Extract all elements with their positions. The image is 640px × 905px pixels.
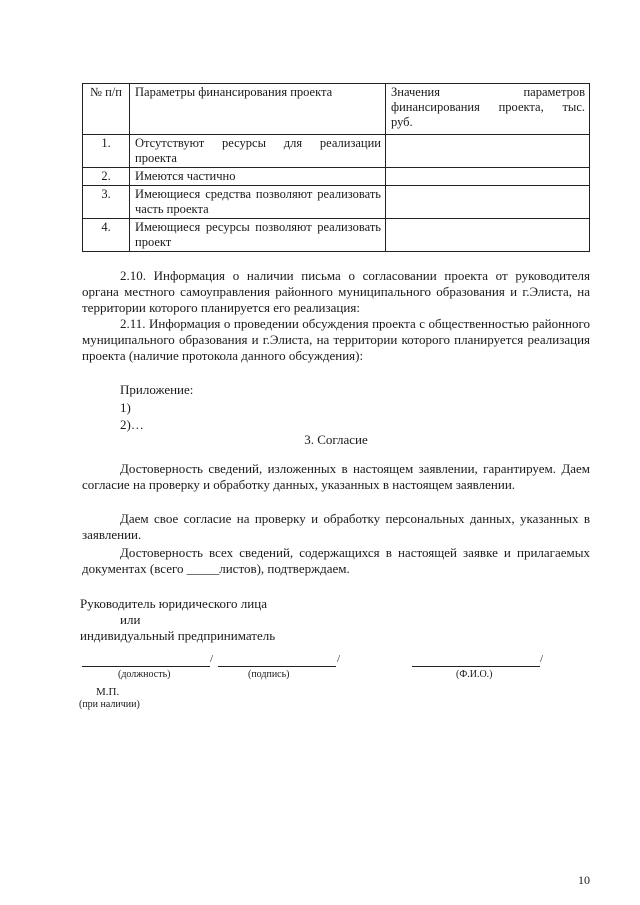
attachment-item-2: 2)…: [120, 417, 144, 432]
position-caption: (должность): [118, 669, 171, 680]
row-num: 2.: [83, 168, 130, 186]
signer-title-line-3: индивидуальный предприниматель: [80, 628, 276, 643]
consent-paragraph-2: Даем свое согласие на проверку и обработку персональных данных, указанных в заявлении.: [82, 511, 590, 542]
table-row: [83, 219, 590, 252]
paragraph-2-11: 2.11. Информация о проведении обсуждения проекта с общественностью районного муниципального образования и г.Элиста, на территории которого планируется реализация проекта (наличие протокола данного обсуждения):: [82, 316, 590, 363]
fio-caption: (Ф.И.О.): [456, 669, 493, 680]
separator-slash: /: [210, 653, 214, 665]
signature-line: [218, 666, 336, 667]
stamp-label: М.П.: [96, 686, 120, 698]
signature-caption: (подпись): [248, 669, 290, 680]
separator-slash: /: [540, 653, 544, 665]
section-3-title: 3. Согласие: [304, 432, 368, 447]
row-value: [386, 135, 590, 168]
paragraph-2-10: 2.10. Информация о наличии письма о согласовании проекта от руководителя органа местного самоуправления районного муниципального образования и г.Элиста, на территории которого планируется его реализация:: [82, 268, 590, 315]
table-row: [83, 168, 590, 186]
separator-slash: /: [337, 653, 341, 665]
signer-title-line-1: Руководитель юридического лица: [80, 596, 267, 611]
row-param: Имеются частично: [130, 168, 386, 186]
row-param: Имеющиеся ресурсы позволяют реализовать проект: [130, 219, 386, 252]
attachment-label: Приложение:: [120, 382, 194, 397]
row-num: 4.: [83, 219, 130, 252]
fio-line: [412, 666, 540, 667]
row-value: [386, 168, 590, 186]
position-line: [82, 666, 210, 667]
row-value: [386, 186, 590, 219]
header-num: № п/п: [83, 84, 130, 135]
signer-title-line-2: или: [120, 612, 141, 627]
row-num: 1.: [83, 135, 130, 168]
page-number: 10: [578, 873, 590, 887]
table-row: [83, 135, 590, 168]
consent-paragraph-1: Достоверность сведений, изложенных в настоящем заявлении, гарантируем. Даем согласие на проверку и обработку данных, указанных в настоящем заявлении.: [82, 461, 590, 492]
row-num: 3.: [83, 186, 130, 219]
stamp-note: (при наличии): [79, 699, 140, 710]
row-param: Отсутствуют ресурсы для реализации проекта: [130, 135, 386, 168]
row-value: [386, 219, 590, 252]
header-param: Параметры финансирования проекта: [130, 84, 386, 135]
attachment-item-1: 1): [120, 400, 131, 415]
financing-table: [82, 83, 590, 252]
table-row: [83, 186, 590, 219]
table-header-row: [83, 84, 590, 135]
row-param: Имеющиеся средства позволяют реализовать часть проекта: [130, 186, 386, 219]
consent-paragraph-3: Достоверность всех сведений, содержащихся в настоящей заявке и прилагаемых документах (всего _____листов), подтверждаем.: [82, 545, 590, 576]
header-value: Значения параметров финансирования проекта, тыс. руб.: [386, 84, 590, 135]
